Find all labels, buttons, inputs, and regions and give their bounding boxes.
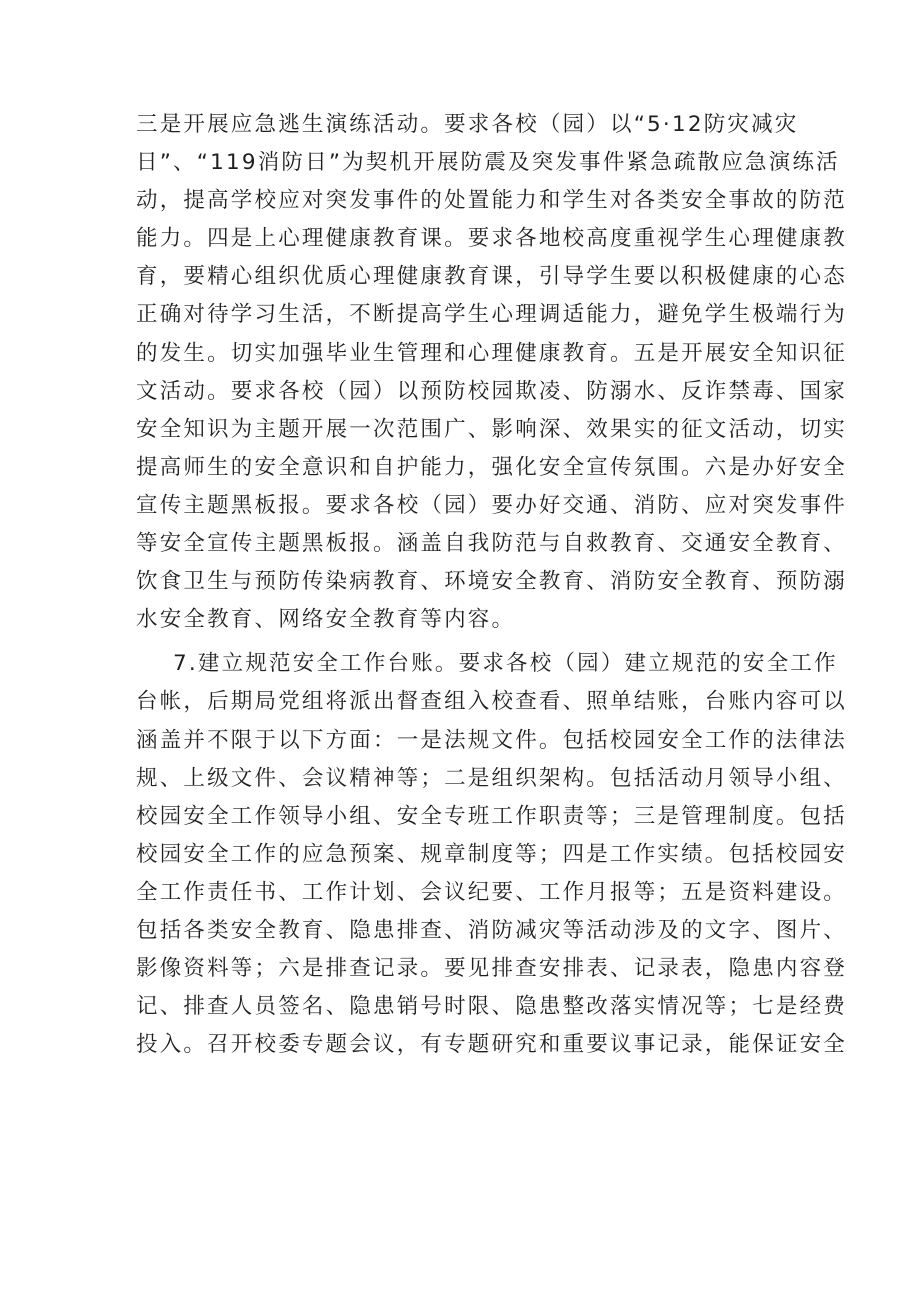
paragraph-1-line: 水安全教育、网络安全教育等内容。: [136, 607, 516, 633]
paragraph-2-line: 台帐，后期局党组将派出督查组入校查看、照单结账，台账内容可以: [136, 689, 848, 715]
paragraph-1-line: 育，要精心组织优质心理健康教育课，引导学生要以积极健康的心态: [136, 264, 848, 290]
paragraph-1: [136, 106, 848, 639]
paragraph-1-line: 动，提高学校应对突发事件的处置能力和学生对各类安全事故的防范: [136, 188, 848, 214]
paragraph-2-line: 记、排查人员签名、隐患销号时限、隐患整改落实情况等；七是经费: [136, 994, 848, 1020]
paragraph-1-line: 等安全宣传主题黑板报。涵盖自我防范与自救教育、交通安全教育、: [136, 531, 848, 557]
paragraph-2-line: 投入。召开校委专题会议，有专题研究和重要议事记录，能保证安全: [136, 1032, 848, 1058]
paragraph-1-line: 安全知识为主题开展一次范围广、影响深、效果实的征文活动，切实: [136, 416, 848, 442]
paragraph-1-line: 提高师生的安全意识和自护能力，强化安全宣传氛围。六是办好安全: [136, 454, 848, 480]
document-page: [136, 106, 848, 1064]
paragraph-2-line: 校园安全工作领导小组、安全专班工作职责等；三是管理制度。包括: [136, 803, 848, 829]
paragraph-2-line: 规、上级文件、会议精神等；二是组织架构。包括活动月领导小组、: [136, 765, 848, 791]
paragraph-2-line: 全工作责任书、工作计划、会议纪要、工作月报等；五是资料建设。: [136, 879, 848, 905]
paragraph-1-line: 日”、“119消防日”为契机开展防震及突发事件紧急疏散应急演练活: [136, 150, 840, 176]
paragraph-2: [136, 645, 848, 1064]
paragraph-1-line: 的发生。切实加强毕业生管理和心理健康教育。五是开展安全知识征: [136, 340, 848, 366]
paragraph-1-line: 正确对待学习生活，不断提高学生心理调适能力，避免学生极端行为: [136, 302, 848, 328]
paragraph-1-line: 饮食卫生与预防传染病教育、环境安全教育、消防安全教育、预防溺: [136, 569, 848, 595]
paragraph-1-line: 文活动。要求各校（园）以预防校园欺凌、防溺水、反诈禁毒、国家: [136, 378, 848, 404]
paragraph-1-line: 能力。四是上心理健康教育课。要求各地校高度重视学生心理健康教: [136, 226, 848, 252]
paragraph-2-line: 涵盖并不限于以下方面：一是法规文件。包括校园安全工作的法律法: [136, 727, 848, 753]
paragraph-2-line: 包括各类安全教育、隐患排查、消防减灾等活动涉及的文字、图片、: [136, 917, 848, 943]
paragraph-1-line: 三是开展应急逃生演练活动。要求各校（园）以“5·12防灾减灾: [136, 112, 799, 137]
paragraph-2-line: 7.建立规范安全工作台账。要求各校（园）建立规范的安全工作: [173, 651, 838, 677]
paragraph-2-line: 校园安全工作的应急预案、规章制度等；四是工作实绩。包括校园安: [136, 841, 848, 867]
paragraph-1-line: 宣传主题黑板报。要求各校（园）要办好交通、消防、应对突发事件: [136, 492, 848, 518]
paragraph-2-line: 影像资料等；六是排查记录。要见排查安排表、记录表，隐患内容登: [136, 956, 848, 982]
